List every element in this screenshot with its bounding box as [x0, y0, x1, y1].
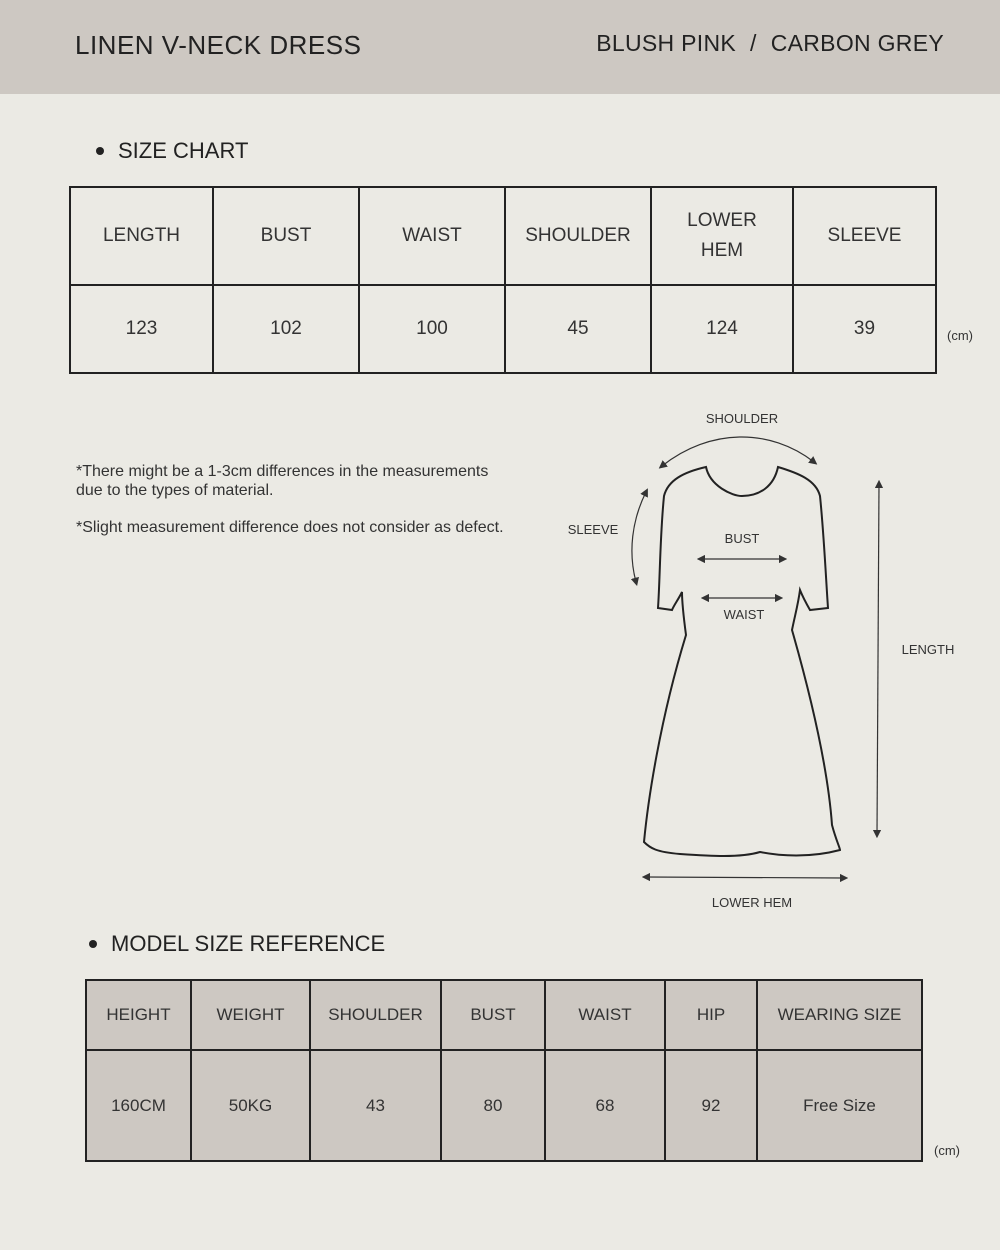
colorway-carbon-grey: CARBON GREY [770, 30, 944, 56]
label-lower-hem: LOWER HEM [711, 895, 793, 910]
model-value-waist: 68 [545, 1050, 665, 1161]
size-chart-value-length: 123 [70, 285, 213, 373]
note-defect-disclaimer: *Slight measurement difference does not consider as defect. [76, 519, 504, 536]
size-chart-header-row [70, 187, 936, 285]
sleeve-arrow [632, 492, 646, 582]
label-length: LENGTH [901, 642, 955, 657]
model-header-waist: WAIST [545, 980, 665, 1050]
model-reference-unit: (cm) [934, 1143, 960, 1158]
product-title: LINEN V-NECK DRESS [75, 30, 362, 60]
label-bust: BUST [724, 531, 760, 546]
size-chart-header-lower-hem-text: LOWER HEM [687, 209, 757, 261]
model-header-height: HEIGHT [86, 980, 191, 1050]
dress-measurement-diagram [560, 400, 980, 920]
size-chart-header-sleeve: SLEEVE [793, 187, 936, 285]
note-material-difference: *There might be a 1-3cm differences in the measurements due to the types of material. [76, 463, 489, 499]
model-header-wearing-size: WEARING SIZE [757, 980, 922, 1050]
size-chart-header-length: LENGTH [70, 187, 213, 285]
size-chart-value-waist: 100 [359, 285, 505, 373]
colorway-list [596, 30, 944, 57]
size-chart-value-lower-hem: 124 [651, 285, 793, 373]
bullet-icon [96, 147, 104, 155]
size-chart-value-shoulder: 45 [505, 285, 651, 373]
size-chart-value-row [70, 285, 936, 373]
label-shoulder: SHOULDER [705, 411, 779, 426]
label-sleeve: SLEEVE [567, 522, 619, 537]
size-chart-header-shoulder: SHOULDER [505, 187, 651, 285]
model-reference-heading [89, 931, 385, 957]
model-value-weight: 50KG [191, 1050, 310, 1161]
header-band [0, 0, 1000, 94]
size-chart-heading-text: SIZE CHART [118, 138, 249, 163]
model-header-bust: BUST [441, 980, 545, 1050]
size-chart-table [69, 186, 937, 374]
model-value-wearing-size: Free Size [757, 1050, 922, 1161]
lower-hem-arrow [646, 877, 844, 878]
model-value-bust: 80 [441, 1050, 545, 1161]
size-chart-value-sleeve: 39 [793, 285, 936, 373]
length-arrow [877, 484, 879, 834]
model-value-hip: 92 [665, 1050, 757, 1161]
colorway-separator: / [750, 30, 757, 56]
model-header-weight: WEIGHT [191, 980, 310, 1050]
colorway-blush-pink: BLUSH PINK [596, 30, 737, 56]
model-reference-heading-text: MODEL SIZE REFERENCE [111, 931, 386, 956]
size-chart-header-lower-hem [651, 187, 793, 285]
model-reference-table [85, 979, 923, 1162]
model-value-shoulder: 43 [310, 1050, 441, 1161]
size-chart-header-bust: BUST [213, 187, 359, 285]
size-chart-value-bust: 102 [213, 285, 359, 373]
model-header-hip: HIP [665, 980, 757, 1050]
label-waist: WAIST [723, 607, 765, 622]
size-chart-heading [96, 138, 248, 164]
size-chart-header-waist: WAIST [359, 187, 505, 285]
model-value-height: 160CM [86, 1050, 191, 1161]
dress-outline [644, 467, 840, 856]
model-reference-value-row [86, 1050, 922, 1161]
model-header-shoulder: SHOULDER [310, 980, 441, 1050]
shoulder-arrow [662, 437, 814, 466]
size-chart-unit: (cm) [947, 328, 973, 343]
model-reference-header-row [86, 980, 922, 1050]
bullet-icon [89, 940, 97, 948]
